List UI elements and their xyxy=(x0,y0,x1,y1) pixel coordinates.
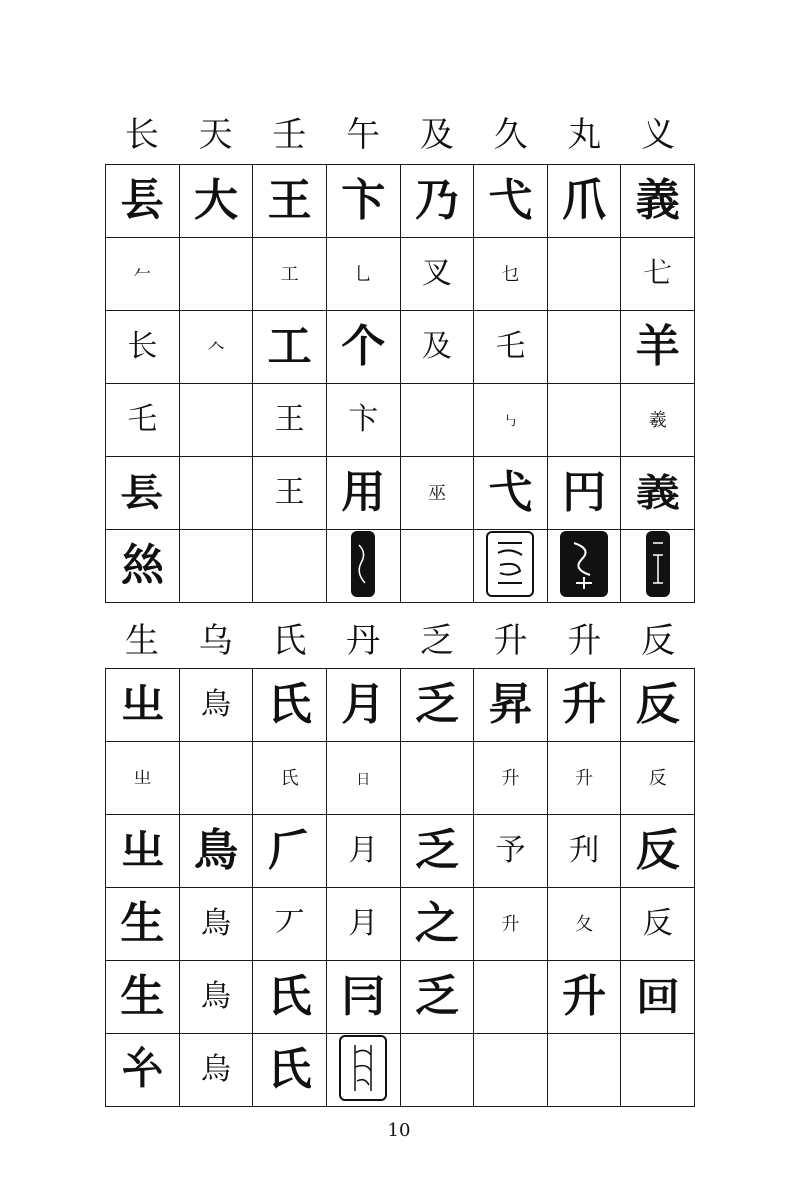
table-row xyxy=(106,311,695,384)
glyph-variant: 乏 xyxy=(414,971,459,1022)
table-cell xyxy=(179,1034,253,1107)
table-cell xyxy=(179,384,253,457)
glyph-variant: 升 xyxy=(562,679,607,730)
table-cell xyxy=(326,742,400,815)
glyph-variant: 升 xyxy=(501,913,520,935)
table-cell xyxy=(547,311,621,384)
header-char: 及 xyxy=(419,115,454,155)
table-cell xyxy=(621,530,695,603)
glyph-variant: 工 xyxy=(267,321,312,372)
table-cell xyxy=(253,384,327,457)
glyph-variant: 反 xyxy=(635,825,680,876)
table-cell xyxy=(326,238,400,311)
glyph-variant: 乃 xyxy=(414,175,459,226)
glyph-variant: 㞢 xyxy=(120,825,165,876)
table-cell xyxy=(179,669,253,742)
seal-impression-icon xyxy=(646,531,670,597)
table-cell xyxy=(326,165,400,238)
glyph-variant: 长 xyxy=(127,329,158,364)
header-char: 升 xyxy=(493,621,528,661)
table-cell xyxy=(179,961,253,1034)
table-cell xyxy=(179,165,253,238)
glyph-variant: 巫 xyxy=(427,482,446,504)
glyph-variant: 镸 xyxy=(120,175,165,226)
table-cell xyxy=(621,1034,695,1107)
header-char: 氏 xyxy=(272,621,307,661)
glyph-variant: 用 xyxy=(341,467,386,518)
table-cell xyxy=(400,530,474,603)
glyph-variant: 月 xyxy=(341,679,386,730)
table-cell xyxy=(253,311,327,384)
table-cell xyxy=(621,742,695,815)
table-cell xyxy=(400,1034,474,1107)
glyph-variant: 羊 xyxy=(635,321,680,372)
header-char: 反 xyxy=(641,621,676,661)
glyph-variant: 𠂆 xyxy=(267,825,312,876)
glyph-variant: 乜 xyxy=(501,263,520,285)
header-char: 升 xyxy=(567,621,602,661)
glyph-variant: 及 xyxy=(421,329,452,364)
table-cell xyxy=(326,888,400,961)
table-cell xyxy=(179,815,253,888)
glyph-variant: 生 xyxy=(120,898,165,949)
table-row xyxy=(106,457,695,530)
table-cell xyxy=(179,888,253,961)
glyph-variant: 爪 xyxy=(562,175,607,226)
table-cell xyxy=(621,961,695,1034)
seal-impression-icon xyxy=(351,531,375,597)
table-cell xyxy=(179,238,253,311)
table-cell xyxy=(621,238,695,311)
table-cell xyxy=(253,669,327,742)
table-cell xyxy=(621,384,695,457)
table-cell xyxy=(400,669,474,742)
section2-headers xyxy=(105,616,695,666)
table-cell xyxy=(179,530,253,603)
table-cell xyxy=(474,1034,548,1107)
header-char: 壬 xyxy=(272,115,307,155)
table-cell xyxy=(474,165,548,238)
table-cell xyxy=(547,815,621,888)
glyph-variant: 夂 xyxy=(575,913,594,935)
glyph-table-1 xyxy=(105,164,695,603)
table-cell xyxy=(326,311,400,384)
table-cell xyxy=(253,888,327,961)
glyph-variant: 大 xyxy=(193,175,238,226)
table-cell xyxy=(106,742,180,815)
header-char: 久 xyxy=(493,115,528,155)
glyph-variant: 镸 xyxy=(120,470,165,515)
glyph-variant: 刋 xyxy=(569,833,600,868)
table-cell xyxy=(400,384,474,457)
table-row xyxy=(106,384,695,457)
table-cell xyxy=(547,888,621,961)
table-cell xyxy=(253,815,327,888)
table-row xyxy=(106,1034,695,1107)
table-cell xyxy=(547,238,621,311)
header-char: 乏 xyxy=(419,621,454,661)
glyph-variant: 鳥 xyxy=(200,906,231,941)
table-row xyxy=(106,669,695,742)
glyph-variant: 鳥 xyxy=(193,825,238,876)
table-cell xyxy=(474,384,548,457)
table-cell xyxy=(547,457,621,530)
table-cell xyxy=(547,384,621,457)
table-cell xyxy=(253,165,327,238)
header-char: 丸 xyxy=(567,115,602,155)
glyph-variant: 𢆯 xyxy=(120,1044,165,1095)
header-char: 乌 xyxy=(198,621,233,661)
glyph-variant: 月 xyxy=(348,833,379,868)
table-cell xyxy=(326,961,400,1034)
table-cell xyxy=(106,888,180,961)
glyph-variant: 義 xyxy=(635,175,680,226)
glyph-variant: 𢍺 xyxy=(642,256,673,291)
header-char: 生 xyxy=(124,621,159,661)
glyph-variant: 乇 xyxy=(495,329,526,364)
table-cell xyxy=(621,457,695,530)
glyph-variant: 氏 xyxy=(280,767,299,789)
table-cell xyxy=(179,742,253,815)
table-cell xyxy=(106,457,180,530)
table-cell xyxy=(326,815,400,888)
table-cell xyxy=(474,669,548,742)
glyph-variant: 羲 xyxy=(648,409,667,431)
glyph-variant: 反 xyxy=(642,906,673,941)
glyph-variant: 弋 xyxy=(488,467,533,518)
glyph-variant: 丆 xyxy=(274,906,305,941)
glyph-variant: 月 xyxy=(348,906,379,941)
table-row xyxy=(106,238,695,311)
table-row xyxy=(106,165,695,238)
glyph-variant: 乚 xyxy=(354,263,373,285)
table-cell xyxy=(400,457,474,530)
table-cell xyxy=(106,530,180,603)
seal-impression-icon xyxy=(339,1035,387,1101)
header-char: 午 xyxy=(346,115,381,155)
table-cell xyxy=(474,742,548,815)
table-cell xyxy=(474,311,548,384)
table-cell xyxy=(106,815,180,888)
table-cell xyxy=(621,815,695,888)
page-number: 10 xyxy=(387,1120,411,1141)
table-cell xyxy=(253,961,327,1034)
glyph-variant: 氏 xyxy=(267,679,312,730)
header-char: 长 xyxy=(124,115,159,155)
table-cell xyxy=(547,530,621,603)
table-cell xyxy=(326,457,400,530)
glyph-variant: 回 xyxy=(635,974,680,1019)
table-row xyxy=(106,742,695,815)
glyph-variant: 𢇁 xyxy=(120,540,165,591)
glyph-variant: 升 xyxy=(562,971,607,1022)
table-cell xyxy=(474,457,548,530)
glyph-variant: 个 xyxy=(341,321,386,372)
glyph-variant: 円 xyxy=(562,467,607,518)
table-cell xyxy=(400,742,474,815)
glyph-variant: 乇 xyxy=(127,402,158,437)
glyph-variant: 昇 xyxy=(488,679,533,730)
table-cell xyxy=(400,165,474,238)
table-cell xyxy=(621,165,695,238)
table-cell xyxy=(547,742,621,815)
table-cell xyxy=(474,815,548,888)
seal-impression-icon xyxy=(486,531,534,597)
glyph-variant: 氏 xyxy=(267,1044,312,1095)
table-cell xyxy=(253,238,327,311)
table-cell xyxy=(106,384,180,457)
glyph-variant: 㞢 xyxy=(120,679,165,730)
table-cell xyxy=(253,530,327,603)
glyph-variant: 弋 xyxy=(488,175,533,226)
header-char: 天 xyxy=(198,115,233,155)
table-cell xyxy=(400,311,474,384)
glyph-variant: 工 xyxy=(280,263,299,285)
table-cell xyxy=(106,961,180,1034)
glyph-variant: 升 xyxy=(575,767,594,789)
seal-impression-icon xyxy=(560,531,608,597)
table-cell xyxy=(400,961,474,1034)
table-row xyxy=(106,815,695,888)
glyph-variant: 𠂉 xyxy=(133,263,152,285)
table-cell xyxy=(621,311,695,384)
table-cell xyxy=(326,384,400,457)
table-cell xyxy=(106,669,180,742)
glyph-variant: 𠆢 xyxy=(206,336,225,358)
table-cell xyxy=(326,1034,400,1107)
glyph-variant: 生 xyxy=(120,971,165,1022)
table-cell xyxy=(106,1034,180,1107)
glyph-variant: 王 xyxy=(274,402,305,437)
header-char: 丹 xyxy=(346,621,381,661)
table-cell xyxy=(253,1034,327,1107)
table-cell xyxy=(400,238,474,311)
glyph-variant: 之 xyxy=(414,898,459,949)
table-row xyxy=(106,888,695,961)
glyph-variant: 升 xyxy=(501,767,520,789)
glyph-variant: 鳥 xyxy=(200,687,231,722)
glyph-variant: 義 xyxy=(635,470,680,515)
glyph-variant: 予 xyxy=(495,833,526,868)
table-cell xyxy=(547,165,621,238)
table-cell xyxy=(106,311,180,384)
glyph-variant: 冃 xyxy=(341,971,386,1022)
table-cell xyxy=(326,669,400,742)
table-cell xyxy=(621,669,695,742)
glyph-variant: ㇉ xyxy=(503,413,518,430)
table-cell xyxy=(474,238,548,311)
section1-headers xyxy=(105,110,695,160)
glyph-variant: 烏 xyxy=(200,1052,231,1087)
table-row xyxy=(106,530,695,603)
table-cell xyxy=(547,961,621,1034)
glyph-variant: 反 xyxy=(635,679,680,730)
table-row xyxy=(106,961,695,1034)
table-cell xyxy=(621,888,695,961)
table-cell xyxy=(474,530,548,603)
table-cell xyxy=(179,457,253,530)
glyph-variant: 王 xyxy=(274,475,305,510)
glyph-variant: 乏 xyxy=(414,679,459,730)
glyph-variant: 卞 xyxy=(341,175,386,226)
table-cell xyxy=(106,238,180,311)
glyph-variant: 乏 xyxy=(414,825,459,876)
table-cell xyxy=(400,888,474,961)
glyph-variant: 㞢 xyxy=(133,767,152,789)
table-cell xyxy=(474,961,548,1034)
glyph-variant: 日 xyxy=(356,771,371,788)
header-char: 义 xyxy=(641,115,676,155)
glyph-variant: 氏 xyxy=(267,971,312,1022)
glyph-table-2 xyxy=(105,668,695,1107)
glyph-variant: 叉 xyxy=(421,256,452,291)
table-cell xyxy=(547,669,621,742)
glyph-variant: 鳥 xyxy=(200,979,231,1014)
table-cell xyxy=(253,742,327,815)
table-cell xyxy=(474,888,548,961)
glyph-variant: 反 xyxy=(648,767,667,789)
glyph-variant: 王 xyxy=(267,175,312,226)
table-cell xyxy=(106,165,180,238)
table-cell xyxy=(326,530,400,603)
table-cell xyxy=(179,311,253,384)
table-cell xyxy=(547,1034,621,1107)
table-cell xyxy=(253,457,327,530)
table-cell xyxy=(400,815,474,888)
glyph-variant: 卞 xyxy=(348,402,379,437)
